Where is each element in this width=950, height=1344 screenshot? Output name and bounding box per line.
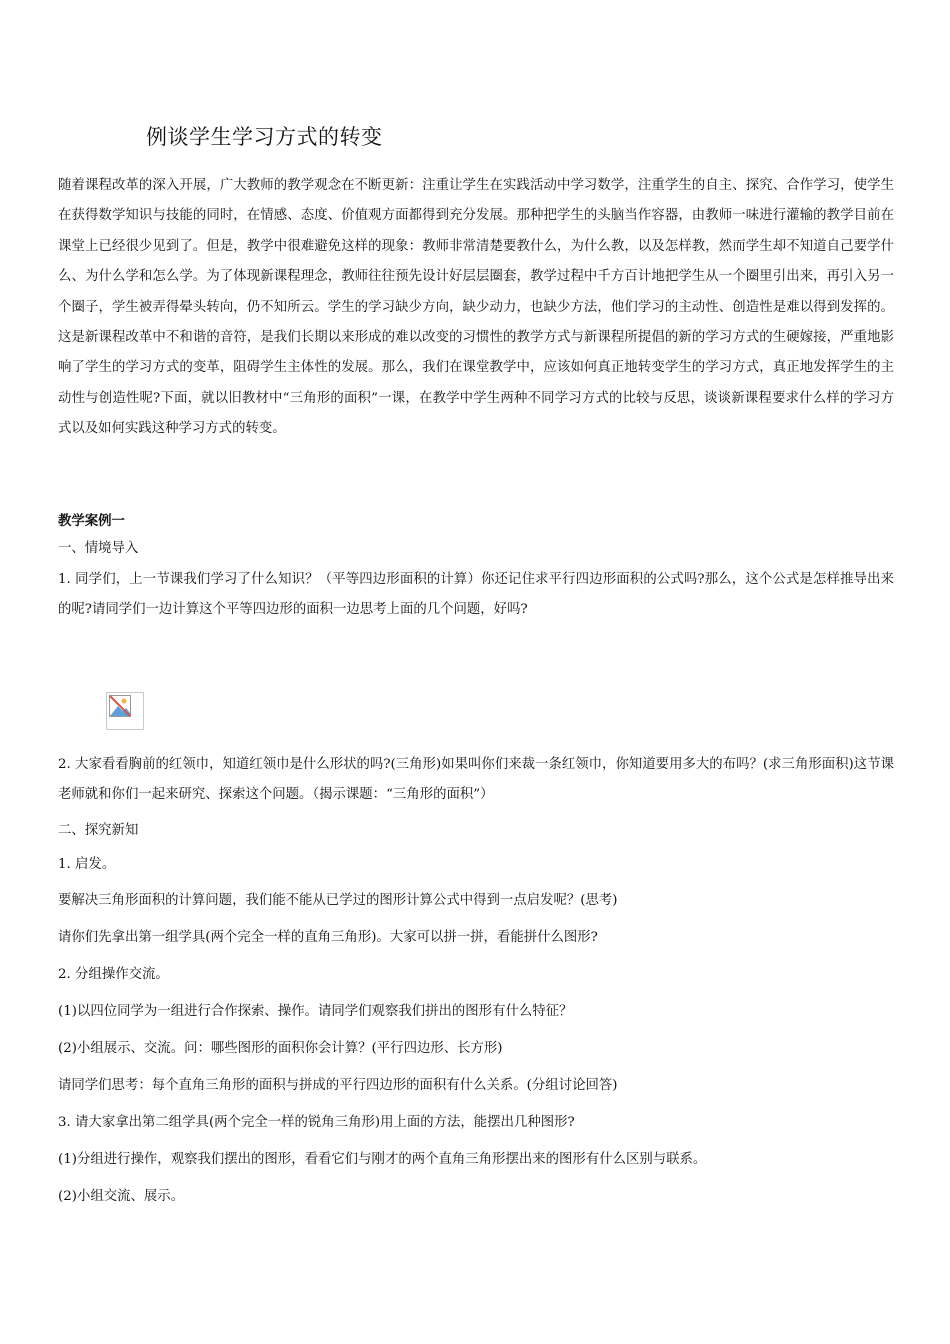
body-line: 请你们先拿出第一组学具(两个完全一样的直角三角形)。大家可以拼一拼，看能拼什么图形?	[58, 930, 598, 945]
list-item-2: 2. 大家看看胸前的红领巾，知道红领巾是什么形状的吗?(三角形)如果叫你们来裁一条红领巾，你知道要用多大的布吗？(求三角形面积)这节课老师就和你们一起来研究、探索这个问题。（揭示课题：“三角形的面积”）	[58, 757, 894, 803]
body-line: 要解决三角形面积的计算问题，我们能不能从已学过的图形计算公式中得到一点启发呢？(思考)	[58, 893, 618, 908]
body-line: (1)以四位同学为一组进行合作探索、操作。请同学们观察我们拼出的图形有什么特征？	[58, 1004, 573, 1019]
section-heading-2: 二、探究新知	[58, 823, 139, 838]
document-title: 例谈学生学习方式的转变	[146, 125, 383, 149]
body-line: (2)小组交流、展示。	[58, 1189, 185, 1204]
intro-paragraph: 随着课程改革的深入开展，广大教师的教学观念在不断更新：注重让学生在实践活动中学习数学，注重学生的自主、探究、合作学习，使学生在获得数学知识与技能的同时，在情感、态度、价值观方面都得到充分发展。那种把学生的头脑当作容器，由教师一味进行灌输的教学目前在课堂上已经很少见到了。但是，教学中很难避免这样的现象：教师非常清楚要教什么，为什么教，以及怎样教，然而学生却不知道自己要学什么、为什么学和怎么学。为了体现新课程理念，教师往往预先设计好层层圈套，教学过程中千方百计地把学生从一个圈里引出来，再引入另一个圈子，学生被弄得晕头转向，仍不知所云。学生的学习缺少方向，缺少动力，也缺少方法，他们学习的主动性、创造性是难以得到发挥的。这是新课程改革中不和谐的音符，是我们长期以来形成的难以改变的习惯性的教学方式与新课程所提倡的新的学习方式的生硬嫁接，严重地影响了学生的学习方式的变革，阻碍学生主体性的发展。那么，我们在课堂教学中，应该如何真正地转变学生的学习方式，真正地发挥学生的主动性与创造性呢?下面，就以旧教材中“三角形的面积”一课，在教学中学生两种不同学习方式的比较与反思，谈谈新课程要求什么样的学习方式以及如何实践这种学习方式的转变。	[58, 178, 894, 437]
body-line: (1)分组进行操作，观察我们摆出的图形，看看它们与刚才的两个直角三角形摆出来的图形有什么区别与联系。	[58, 1152, 707, 1167]
body-line: 1. 启发。	[58, 857, 116, 872]
section-heading-1: 一、情境导入	[58, 541, 139, 556]
body-line: 请同学们思考：每个直角三角形的面积与拼成的平行四边形的面积有什么关系。(分组讨论回答)	[58, 1078, 618, 1093]
body-line: 3. 请大家拿出第二组学具(两个完全一样的锐角三角形)用上面的方法，能摆出几种图形?	[58, 1115, 575, 1130]
list-item-1: 1. 同学们，上一节课我们学习了什么知识？（平等四边形面积的计算）你还记住求平行四边形面积的公式吗?那么，这个公式是怎样推导出来的呢?请同学们一边计算这个平等四边形的面积一边思考上面的几个问题，好吗?	[58, 572, 894, 618]
case-heading: 教学案例一	[58, 513, 125, 529]
broken-image-icon	[106, 692, 144, 730]
body-line: 2. 分组操作交流。	[58, 967, 169, 982]
body-line: (2)小组展示、交流。问：哪些图形的面积你会计算？(平行四边形、长方形)	[58, 1041, 503, 1056]
